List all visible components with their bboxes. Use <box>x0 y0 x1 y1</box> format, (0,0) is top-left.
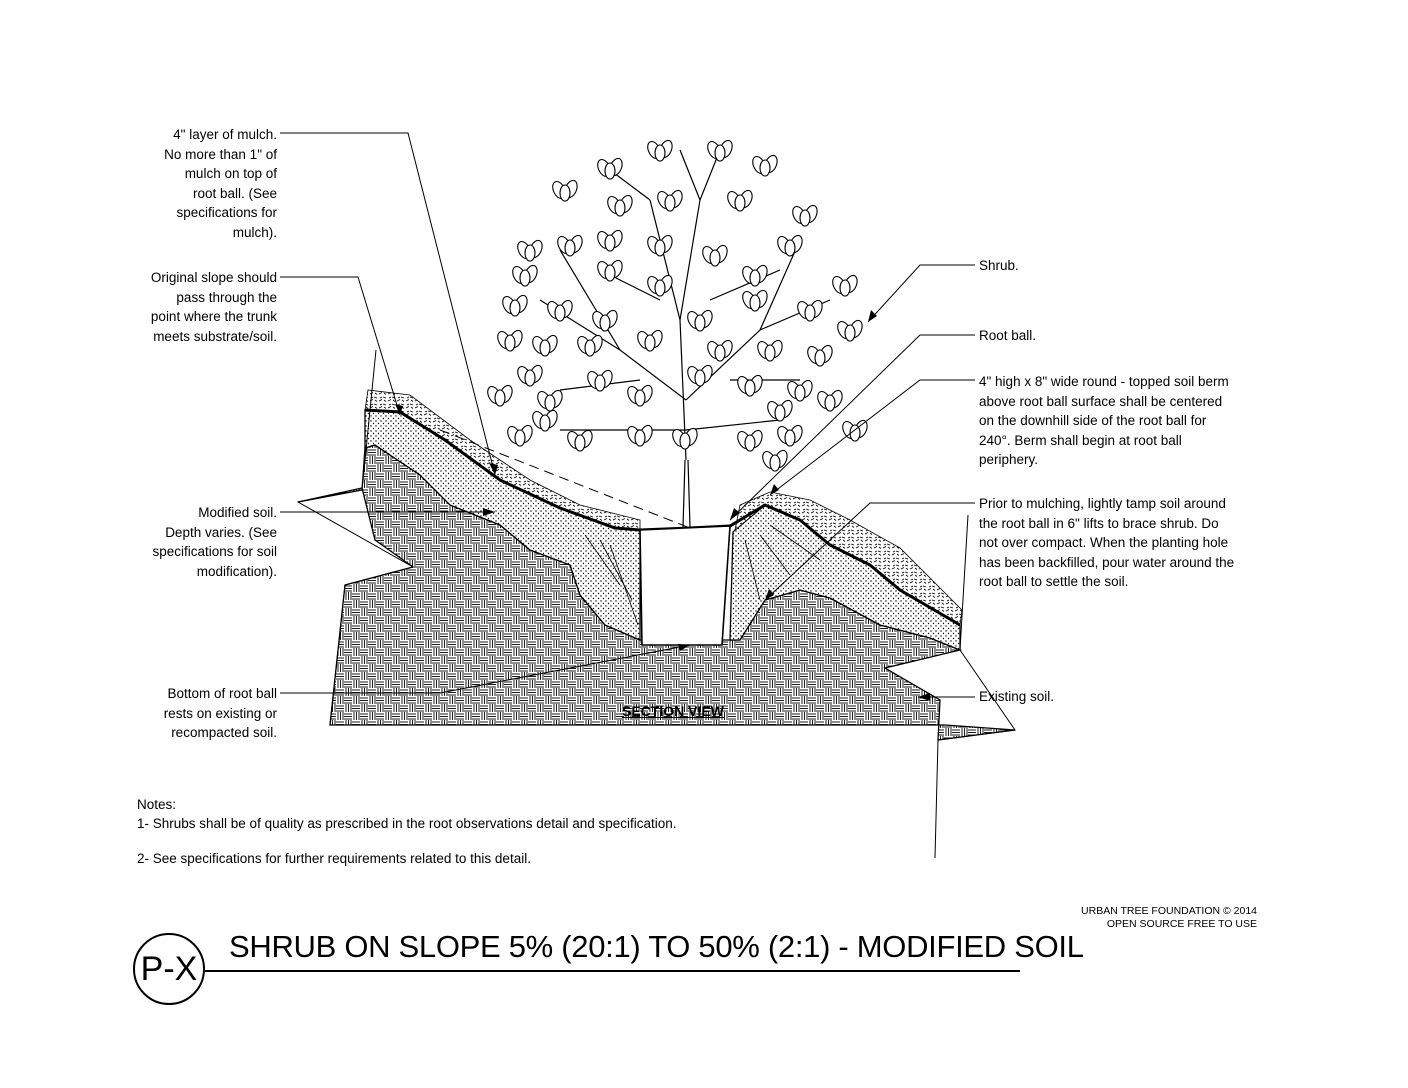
sheet-tag-text: P-X <box>140 949 198 988</box>
label-bottom-root-ball: Bottom of root ball rests on existing or recompacted soil. <box>163 686 277 740</box>
label-existing-soil: Existing soil. <box>979 689 1055 704</box>
label-shrub: Shrub. <box>979 258 1019 273</box>
notes-heading: Notes: <box>137 797 177 812</box>
label-tamp: Prior to mulching, lightly tamp soil around the root ball in 6" lifts to brace shrub. Do not over compact. When the planting hole has been backfilled, pour water around the root ball to settle the soil. <box>979 496 1235 589</box>
credit <box>1035 905 1257 931</box>
root-ball <box>640 526 730 645</box>
sheet-title: SHRUB ON SLOPE 5% (20:1) TO 50% (2:1) - MODIFIED SOIL <box>229 929 1084 964</box>
notes <box>137 795 677 868</box>
note-item: 1- Shrubs shall be of quality as prescribed in the root observations detail and specification. <box>137 816 677 831</box>
note-item: 2- See specifications for further requirements related to this detail. <box>137 851 531 866</box>
label-berm: 4" high x 8" wide round - topped soil berm above root ball surface shall be centered on the downhill side of the root ball for 240°. Berm shall begin at root ball periphery. <box>979 374 1229 467</box>
credit-line-2: OPEN SOURCE FREE TO USE <box>1106 918 1257 930</box>
sheet-tag <box>133 933 205 1005</box>
label-mulch: 4" layer of mulch. No more than 1" of mulch on top of root ball. (See specifications for mulch). <box>164 127 277 240</box>
label-root-ball: Root ball. <box>979 328 1037 343</box>
credit-line-1: URBAN TREE FOUNDATION © 2014 <box>1081 905 1257 917</box>
label-modified-soil: Modified soil. Depth varies. (See specifications for soil modification). <box>152 505 277 579</box>
shrub-foliage <box>485 139 869 471</box>
title-underline <box>205 970 1020 972</box>
leader-shrub <box>868 265 975 322</box>
label-original-slope: Original slope should pass through the point where the trunk meets substrate/soil. <box>150 270 277 344</box>
section-view-label: SECTION VIEW <box>622 703 724 719</box>
